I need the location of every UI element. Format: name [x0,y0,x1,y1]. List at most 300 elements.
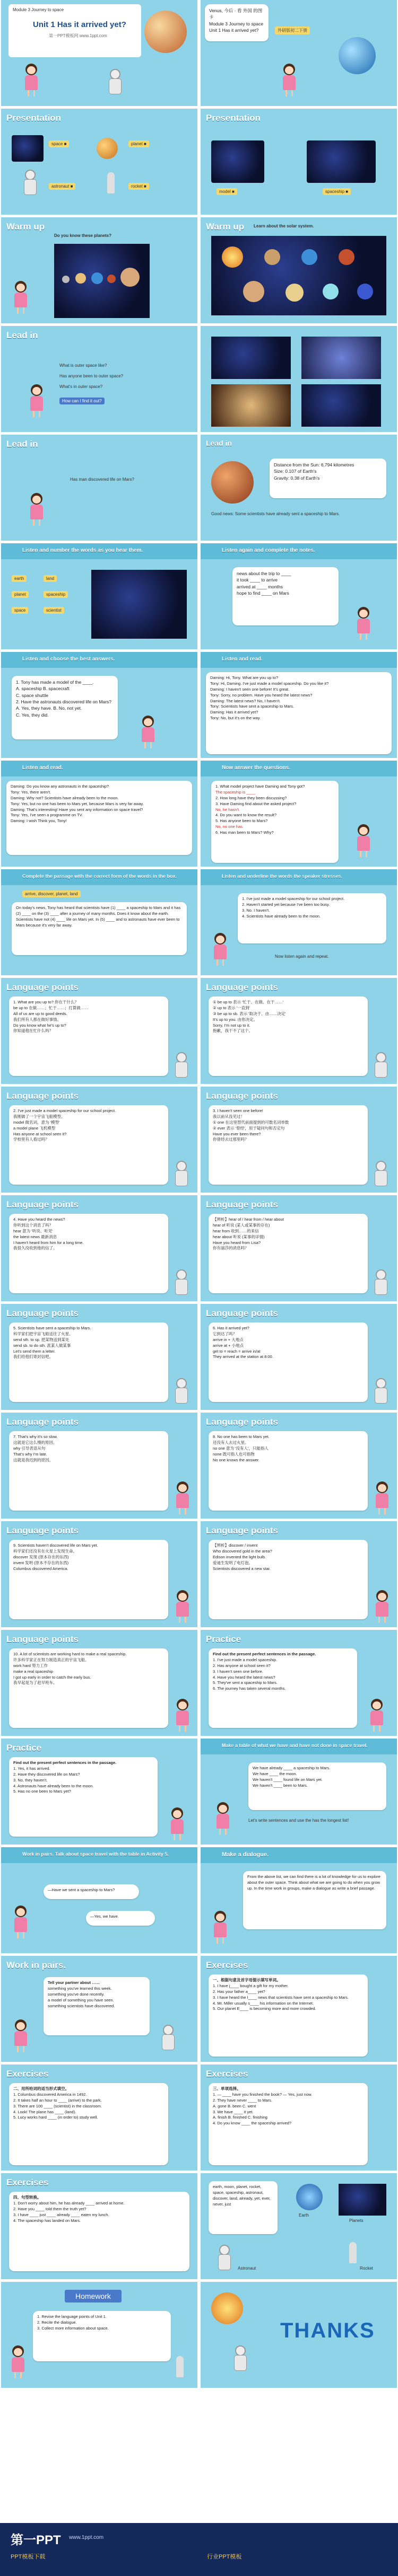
slide-title: Language points [6,1525,79,1536]
dialogue-line: Tony: Hi, Daming. I've just made a model spaceship. Do you like it? [210,681,329,686]
slide-title: Language points [6,1091,79,1101]
lp-line: Let's send them a letter. [13,1348,56,1354]
word-box: arrive, discover, planet, land [22,890,81,897]
planet-icon [264,249,280,265]
warmup-heading: Learn about the solar system. [254,224,314,228]
planet-mars [107,275,116,283]
lp-line: Columbus discovered America. [13,1566,68,1571]
corner-line-2: Module 3 Journey to space [209,21,264,27]
planet-icon [357,284,373,299]
practice-line: 2. Has anyone at school seen it? [213,1663,271,1668]
choose-item: C. space shuttle [16,692,48,698]
slide-title: Language points [206,1091,278,1101]
corner-line-3: Unit 1 Has it arrived yet? [209,27,259,33]
lp-line: 2. I've just made a model spaceship for our school project. [13,1108,116,1113]
lp-card [209,1322,368,1402]
planet-icon [339,249,354,265]
question-3: What's in outer space? [59,384,103,389]
exercise-line: 5. Lucy works hard ____ (in order to) study well. [13,2115,98,2120]
astronaut-icon [174,1378,189,1404]
lp-line: the latest news 最新消息 [13,1234,57,1239]
slide-title: Language points [6,1199,79,1210]
choose-item: A. spaceship B. spacecraft [16,686,70,692]
practice-heading: Find out the present perfect sentences in the passage. [213,1652,316,1656]
slide-presentation-left [1,109,197,215]
slide-title: Listen and choose the best answers. [22,656,115,662]
lp-line: send sth. to sp. 把某物送到某处 [13,1337,70,1342]
question-line: 1. What model project have Daming and Tony got? [215,784,305,789]
astronaut-icon [373,1269,389,1295]
slide-listen-number [1,543,197,649]
dialogue-line: Daming: Why not? Scientists have already been to the moon. [11,795,119,800]
exercise-heading: 一、根据句意及首字母提示填写单词。 [213,1978,281,1982]
girl-icon [211,933,229,967]
lp-line: 我以前从没见过！ [213,1114,245,1119]
slide-pairs-2 [1,1956,197,2062]
astronaut-icon [373,1378,389,1404]
planet-icon [144,11,187,53]
planet-earth [91,272,103,284]
warmup-question: Do you know these planets? [54,233,112,238]
lp-line: make a real spaceship [13,1669,54,1674]
lp-line: 【辨析】discover / invent [213,1543,258,1548]
table-card [248,1762,386,1810]
slide-presentation-right [201,109,397,215]
label-space: space ■ [49,140,69,147]
girl-icon [28,384,46,418]
lp-card [209,1540,368,1619]
exercise-card [9,2083,168,2165]
exercise-line: 2. It takes half an hour to ____ (arrive) to the park. [13,2097,102,2103]
dialogue-line: Tony: Sorry, no problem. Have you heard the latest news? [210,692,313,698]
lp-card [209,1105,368,1185]
girl-icon [354,824,373,858]
dialogue-line: Tony: Yes, there aren't. [11,789,51,795]
stress-line: 1. I've just made a model spaceship for our school project. [242,896,345,901]
planet-icon [323,284,339,299]
pairs-line: something you've learned this week. [48,1986,112,1991]
slide-listen-choose [1,652,197,758]
practice-line: 1. Yes, it has arrived. [13,1766,50,1771]
rocket-icon [176,2356,184,2377]
cover-badge: 外研版初二下册 [275,27,310,34]
practice-line: 3. I haven't seen one before. [213,1669,263,1674]
slide-title: Language points [6,1417,79,1427]
slide-lp-3 [1,1087,197,1193]
lp-line: arrive in + 大地点 [213,1337,244,1342]
planet-icon [243,281,264,302]
girl-icon [174,1699,192,1733]
label-rocket: rocket ■ [128,183,149,190]
practice-line: 3. No, they haven't. [13,1777,48,1783]
astronaut-icon [373,1161,389,1186]
slide-title: Now answer the questions. [222,765,290,771]
practice-card [9,1757,158,1837]
lp-line: I got up early in order to catch the early bus. [13,1674,91,1680]
practice-line: 4. Have you heard the latest news? [213,1674,275,1680]
slide-lp-8 [201,1304,397,1410]
lp-line: It's up to you. 由你决定。 [213,1017,257,1022]
slide-lp-1 [1,978,197,1084]
astronaut-icon [174,1052,189,1078]
lp-line: no one 意为 '没有人'，只能指人 [213,1445,269,1451]
slide-warmup-left [1,217,197,323]
girl-icon [211,1911,229,1945]
question-line: 4. Do you want to know the result? [215,813,277,818]
galaxy-image [301,337,381,379]
lp-card [9,1648,168,1728]
questions-card [211,781,339,863]
slide-title: Warm up [206,222,245,232]
sun-icon [222,246,243,268]
lp-line: be up to 在做……；忙于……；打算做…… [13,1005,89,1010]
spaceship-image [307,140,376,183]
lp-line: ③ be up to sb. 表示 '取决于、由……决定' [213,1011,286,1016]
lp-line: ① be up to 表示 '忙于、在做、在干……' [213,1000,283,1004]
note-3: arrived at ____ months [237,584,283,589]
lp-line: hear about 听说 (某事的详情) [213,1234,265,1239]
question-line: 3. Have Daming find about the asked project? [215,801,297,806]
lp-card [209,996,368,1076]
slide-title: Warm up [6,222,45,232]
slide-complete-passage [1,869,197,975]
slide-title: Language points [206,982,278,992]
slide-exercises-3 [201,2065,397,2171]
dialogue-line: Tony: Yes, but no one has been to Mars yet, because Mars is very far away. [11,801,144,806]
astronaut-icon [160,2025,176,2050]
practice-line: 5. Has no one been to Mars yet? [13,1789,71,1794]
table-row: We have ____ the moon. [253,1771,297,1776]
word-2: land [44,575,57,582]
td-gravity: 0.38 of Earth's [290,475,320,481]
lp-line: Edison invented the light bulb. [213,1554,266,1559]
lp-line: 3. I haven't seen one before! [213,1108,263,1113]
lp-line: 我早起是为了赶早班车。 [13,1680,57,1686]
rocket-icon [107,172,115,193]
slide-lp-6 [201,1195,397,1301]
table-foot: Let's write sentences and use the has the longest list! [248,1818,349,1823]
slide-lp-10 [201,1413,397,1519]
slide-make-table [201,1739,397,1845]
lp-line: 我很久没收到他的信了。 [13,1246,57,1251]
exercise-card [209,2083,368,2165]
label-model: model ■ [217,188,237,195]
question-line: 5. Has anyone been to Mars? [215,818,268,824]
slide-title: Language points [206,1199,278,1210]
lp-line: get to = reach = arrive in/at [213,1348,261,1354]
planet-icon [301,249,317,265]
lp-line: 5. Scientists have sent a spaceship to Mars. [13,1326,91,1330]
slide-title: Exercises [6,2177,49,2187]
dialogue-line: Daming: Do you know any astronauts in the spaceship? [11,784,109,789]
dialogue-card: From the above list, we can find there is a lot of knowledge for us to explore about the outer space. Think about what we are going to do when you grow up. In the time work in groups, make a dialogue as write a brief passage. [243,1871,386,1929]
slide-listen-read-1 [201,652,397,758]
td-size: 0.107 of Earth's [285,469,317,474]
lp-line: They arrived at the station at 8:00. [213,1354,273,1360]
girl-icon [168,1807,186,1841]
practice-line: 6. The journey has taken several months. [213,1686,286,1691]
label-astronaut: astronaut ■ [49,183,75,190]
practice-heading: Find out the present perfect sentences in the passage. [13,1760,117,1765]
lp-line: Who discovered gold in the area? [213,1548,272,1554]
homework-line: 1. Revise the language points of Unit 1. [37,2314,107,2319]
slide-title: Listen and underline the words the speaker stresses. [222,874,343,879]
slide-homework [1,2282,197,2388]
choose-item: 2. Have the astronauts discovered life on Mars? [16,699,112,704]
girl-icon [373,1590,391,1624]
mars-news: Good news: Some scientists have already sent a spaceship to Mars. [211,511,340,516]
lp-line: discover 发现 (原本存在的东西) [13,1554,69,1559]
lp-line: 你有丽莎的消息吗？ [213,1246,249,1251]
dialogue-line: Daming: That's interesting! Have you sent any information on space travel? [11,807,143,812]
slide-practice-2 [1,1739,197,1845]
lp-line: model 做名词，意为 '模型' [13,1119,60,1125]
lp-line: ① one 在这里替代前面提到的可数名词单数 [213,1119,289,1125]
planet-icon [97,138,118,159]
exercise-line: A. gone B. been C. went [213,2103,256,2109]
lp-line: 6. Has it arrived yet? [213,1326,249,1330]
practice-line: 2. Have they discovered life on Mars? [13,1771,80,1777]
icon-label: Rocket [360,2266,373,2271]
nebula-image [211,384,291,427]
slide-cover-right [201,0,397,106]
slide-title: Presentation [6,113,61,123]
lp-line: Do you know what he's up to? [13,1022,66,1028]
slide-lp-9 [1,1413,197,1519]
astronaut-icon [22,170,38,195]
slide-leadin-images [201,326,397,432]
lp-line: ② up to 表示 '一直到' [213,1005,250,1010]
lp-line: 科学家们还没有在火星上发现生命。 [13,1548,77,1554]
girl-icon [12,2019,30,2053]
space-image [12,135,44,162]
lp-line: No one knows the answer. [213,1457,259,1462]
mars-question: Has man discovered life on Mars? [70,477,134,482]
astronaut-icon [217,2245,232,2270]
girl-icon [368,1699,386,1733]
lp-line: Has anyone at school seen it? [13,1131,67,1136]
passage-card: On today's news, Tony has heard that scientists have (1) ____ a spaceship to Mars and it has (2) ____ on the (3) ____ after a journey of many months. Does it know about the earth. Scientists have not (4) ____ life on Mars yet. In (5) ____ and to astronauts have ever been to Mars because it's very far away. [12,902,187,955]
solar-system-image [91,570,187,639]
slide-title: Listen and number the words as you hear them. [22,548,143,553]
dialogue-line: Daming: Hi, Tony. What are you up to? [210,675,279,680]
word-5: space [12,607,28,614]
pairs-card [44,1977,150,2035]
lp-line: 抱歉，我干不了这个。 [213,1028,253,1034]
slide-leadin-1 [1,326,197,432]
footer-right-title[interactable]: 行业PPT模板 [207,2554,242,2560]
lp-line: 你知道他在忙什么吗？ [13,1028,53,1034]
lp-line: Have you heard from Lisa? [213,1240,261,1245]
dialogue-line: Daming: Has it arrived yet? [210,710,258,715]
dialogue-line: Tony: No, but it's on the way. [210,716,261,721]
lp-line: why 引导表语从句 [13,1445,46,1451]
girl-icon [174,1590,192,1624]
lp-line: 这就是它这么慢的原因。 [13,1440,57,1445]
word-3: planet [12,591,29,598]
exercise-line: 1. — ____ have you finished the book? — Yes, just now. [213,2092,313,2097]
lp-line: 1. What are you up to? 你在干什么？ [13,1000,79,1004]
note-2: it took ____ to arrive [237,577,278,583]
lp-line: 爱迪生发明了电灯泡。 [213,1560,253,1565]
exercise-line: 2. They have never ____ to Mars. [213,2097,273,2103]
word-4: spaceship [44,591,68,598]
th-size: Size [274,469,283,474]
exercise-line: 3. I have heard the l____ news that scientists have sent a spaceship to Mars. [213,1995,349,2000]
slide-lp-7 [1,1304,197,1410]
slide-leadin-mars [201,435,397,541]
slide-exercises-1 [201,1956,397,2062]
slide-warmup-right [201,217,397,323]
slide-title: Work in pairs. Talk about space travel with the table in Activity 5. [22,1851,169,1857]
slide-lp-13 [1,1630,197,1736]
exercise-card [9,2192,189,2271]
girl-icon [139,716,157,749]
table-row: We haven't ____ found life on Mars yet. [253,1777,323,1782]
lp-line: 7. That's why it's so slow. [13,1434,58,1439]
slide-cover-left [1,0,197,106]
words-card: earth, moon, planet, rocket, space, spaceship, astronaut, discover, land, already, yet, ever, never, just [209,2181,278,2234]
lp-line: 科学家们把宇宙飞船送往了火星。 [13,1331,73,1336]
slide-title: Listen and read. [22,765,63,771]
note-1: news about the trip to ____ [237,571,291,576]
choose-item: A. Yes, they have. B. No, not yet. [16,705,82,711]
exercise-line: 4. The spaceship has landed on Mars. [13,2218,81,2223]
exercise-line: 5. Our planet E____ is becoming more and more crowded. [213,2006,316,2012]
lp-card [9,1540,168,1619]
mars-table: Distance from the Sun: 6,794 kilometres Size: 0.107 of Earth's Gravity: 0.38 of Earth's [270,458,386,498]
lp-line: hear 意为 '听说、听见' [13,1228,53,1233]
pairs-line: something scientists have discovered. [48,2003,115,2008]
astronaut-icon [107,69,123,94]
slide-lp-4 [201,1087,397,1193]
lp-card [9,1322,168,1402]
planet-venus [75,273,86,284]
lp-line: none 既可指人也可指物 [213,1451,255,1457]
dialogue-line: Tony: Scientists have sent a spaceship to Mars. [210,704,294,709]
cover-module: Module 3 Journey to space [13,7,64,12]
lp-line: work hard 努力工作 [13,1663,48,1668]
lp-line: 我们所有人都在做好事情。 [13,1017,61,1022]
slide-title: Make a table of what we have and have not done in space travel. [222,1743,368,1748]
speech-bubble: —Yes, we have. [86,1911,155,1926]
slide-title: Lead in [206,439,232,447]
dialogue-line: Daming: The latest news? No, I haven't. [210,698,281,703]
model-image [211,140,264,183]
slide-title: Presentation [206,113,261,123]
lp-line: send sb. to do sth. 派某人做某事 [13,1343,71,1348]
lp-card [9,1105,168,1185]
earth-from-space-image [301,384,381,427]
thanks-text: THANKS [280,2319,375,2342]
girl-icon [22,64,40,98]
question-2: Has anyone been to outer space? [59,374,124,378]
question-1: What is outer space like? [59,363,107,368]
slide-title: Practice [206,1634,241,1644]
girl-icon [214,1802,232,1836]
slide-dialogue [201,1847,397,1953]
practice-line: 1. I've just made a model spaceship. [213,1657,278,1662]
choose-item: 1. Tony has made a model of the ____. [16,680,94,685]
pairs-line: something you've done recently. [48,1991,105,1997]
footer-left-title[interactable]: PPT模板下载 [11,2554,46,2560]
exercise-heading: 二、用所给词的适当形式填空。 [13,2086,69,2091]
icon-label: Planets [349,2218,364,2223]
lp-line: hear of 听说 (某人或某事的存在) [213,1222,270,1228]
icon-label: Astronaut [238,2266,256,2271]
slide-title: Language points [206,1308,278,1318]
slide-title: Exercises [206,1960,248,1970]
practice-card [209,1648,357,1728]
lp-line: That's why I'm late. [13,1451,47,1457]
lp-card [9,1214,168,1293]
spacer [0,2390,398,2523]
homework-line: 3. Collect more information about space. [37,2325,109,2331]
lp-line: 9. Scientists haven't discovered life on Mars yet. [13,1543,98,1548]
choose-card [12,676,118,739]
slide-title: Practice [6,1743,42,1753]
lp-line: Have you ever been there? [213,1131,261,1136]
stress-card [238,893,386,943]
slide-practice-1 [201,1630,397,1736]
slide-title: Language points [6,1308,79,1318]
footer-brand: 第一PPT [11,2533,61,2547]
question-line: 6. Has man been to Mars? Why? [215,830,274,835]
lp-line: I haven't heard from him for a long time. [13,1240,84,1245]
lp-line: 还没有人去过火星。 [213,1440,249,1445]
lp-line: 4. Have you heard the news? [13,1217,65,1222]
exercise-line: 1. Columbus discovered America in 1492. [13,2092,87,2097]
exercise-line: 2. Has your father a____ yet? [213,1989,265,1994]
slide-title: Exercises [6,2069,49,2079]
practice-line: 5. They've sent a spaceship to Mars. [213,1680,278,1686]
planets-image [339,2184,386,2216]
dialogue-card [6,781,192,855]
slide-answer-questions [201,761,397,867]
lp-line: 10. A lot of scientists are working hard to make a real spaceship. [13,1652,127,1656]
pairs-line: Tell your partner about …… [48,1980,100,1985]
lp-line: 我们给他们寄封信吧。 [13,1354,53,1360]
lp-card [9,1431,168,1511]
lp-line: arrive at + 小地点 [213,1343,244,1348]
exercise-line: A. finish B. finished C. finishing [213,2115,267,2120]
girl-icon [373,1481,391,1515]
slide-title: Lead in [6,439,38,449]
slide-lp-11 [1,1521,197,1627]
planet-icon [285,284,304,302]
mars-icon [211,461,254,504]
homework-title: Homework [65,2290,122,2302]
lp-card [9,996,168,1076]
cover-corner-card [205,4,269,41]
word-1: earth [12,575,27,582]
girl-icon [280,64,298,98]
practice-line: 4. Astronauts have already been to the moon. [13,1783,94,1788]
slide-title: Lead in [6,330,38,340]
stress-line: 4. Scientists have already been to the moon. [242,913,321,919]
girl-icon [28,493,46,527]
lp-line: 你听到这个消息了吗？ [13,1222,53,1228]
lp-card [209,1431,368,1511]
note-4: hope to find ____ on Mars [237,590,289,596]
footer-site[interactable]: www.1ppt.com [69,2535,104,2540]
homework-line: 2. Recite the dialogue. [37,2319,77,2325]
answer-line: No, no one has. [215,824,244,830]
td-distance: 6,794 kilometres [321,462,354,467]
slide-pairs [1,1847,197,1953]
slide-leadin-2 [1,435,197,541]
cover-unit: Unit 1 Has it arrived yet? [33,20,126,29]
